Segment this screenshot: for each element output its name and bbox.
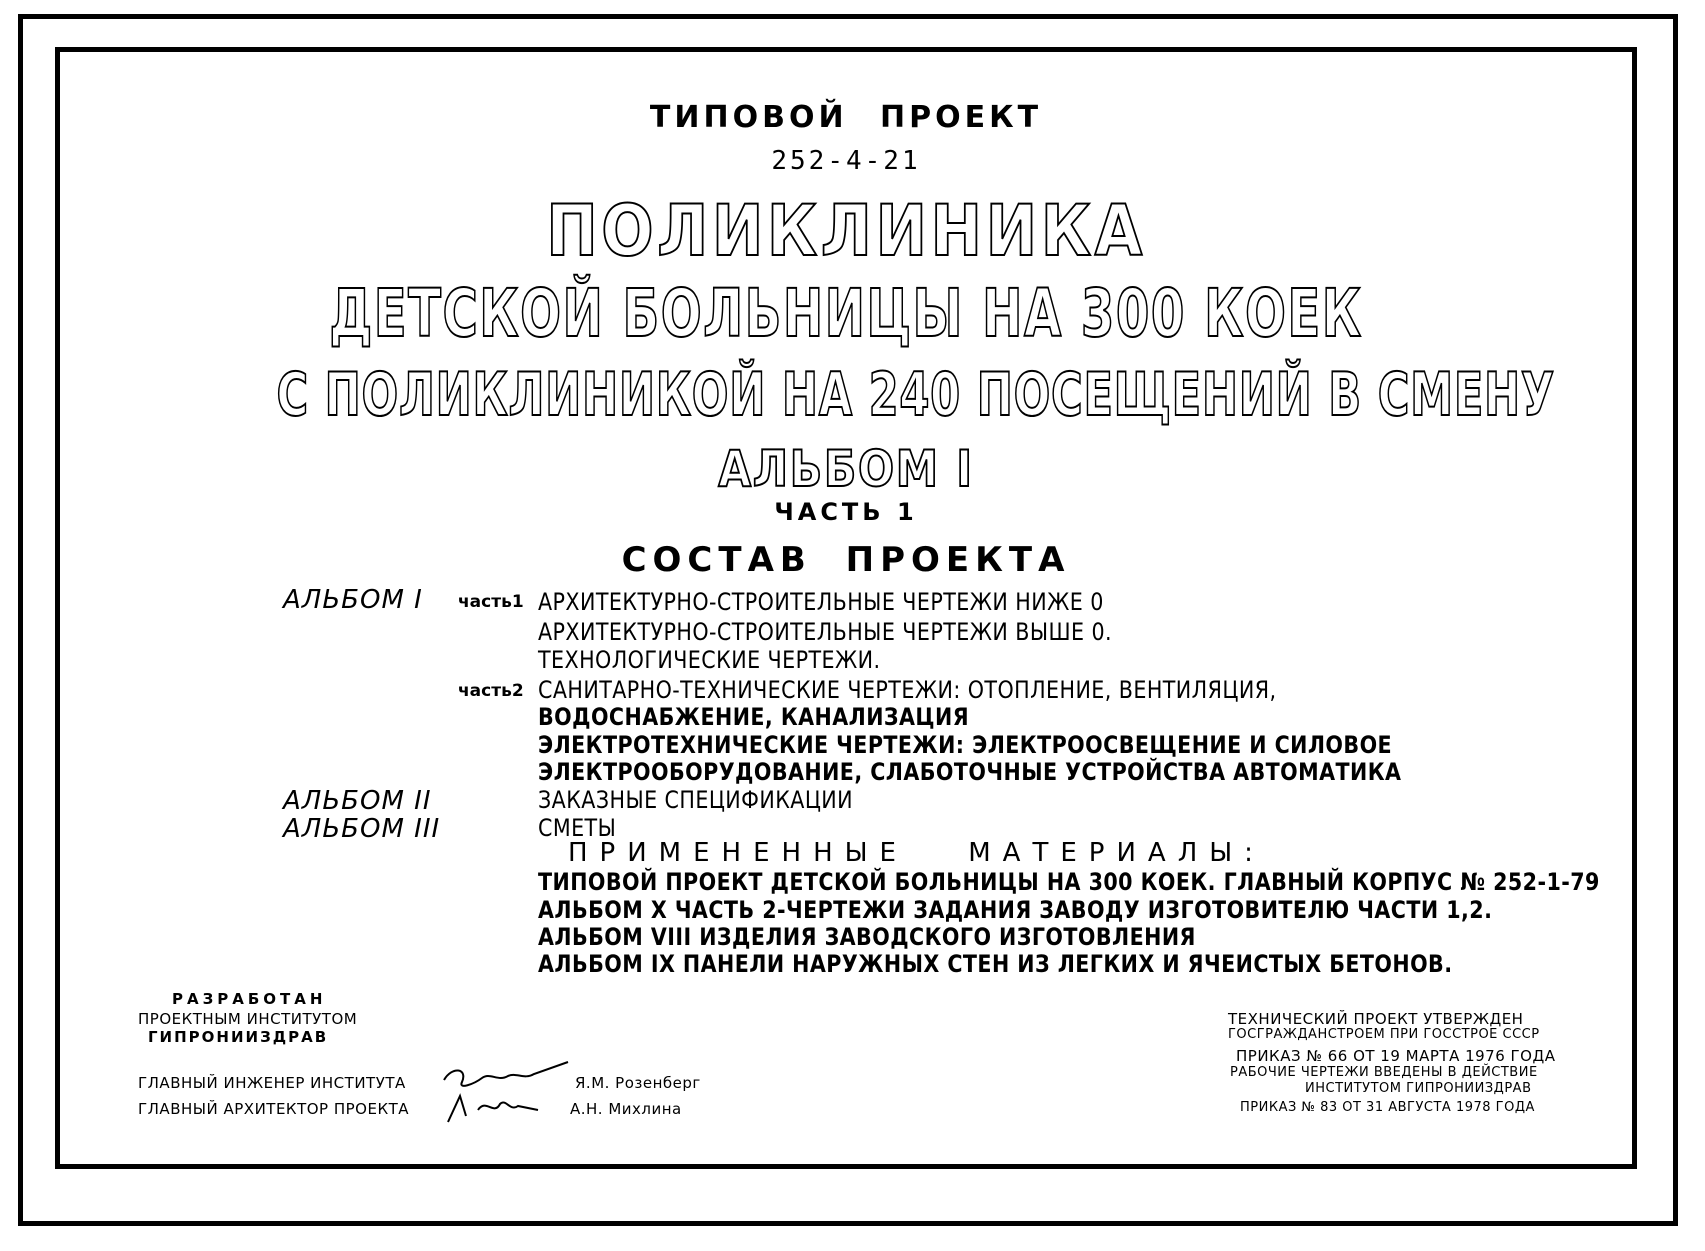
- part-title: ЧАСТЬ 1: [774, 498, 918, 526]
- chief-architect-name: А.Н. Михлина: [570, 1100, 682, 1118]
- album3-label: АЛЬБОМ III: [283, 814, 441, 844]
- album2-text: ЗАКАЗНЫЕ СПЕЦИФИКАЦИИ: [538, 786, 854, 814]
- developer-institute-name: ГИПРОНИИЗДРАВ: [148, 1028, 329, 1046]
- composition-line: ЭЛЕКТРООБОРУДОВАНИЕ, СЛАБОТОЧНЫЕ УСТРОЙСТВА АВТОМАТИКА: [538, 758, 1402, 786]
- project-number: 252-4-21: [771, 146, 921, 176]
- chief-engineer-name: Я.М. Розенберг: [575, 1074, 701, 1092]
- chief-architect-role: ГЛАВНЫЙ АРХИТЕКТОР ПРОЕКТА: [138, 1100, 410, 1118]
- composition-line: АРХИТЕКТУРНО-СТРОИТЕЛЬНЫЕ ЧЕРТЕЖИ НИЖЕ 0: [538, 588, 1104, 616]
- approval-line: ИНСТИТУТОМ ГИПРОНИИЗДРАВ: [1305, 1081, 1532, 1096]
- album2-label: АЛЬБОМ II: [283, 786, 432, 816]
- materials-heading: ПРИМЕНЕННЫЕ МАТЕРИАЛЫ:: [568, 838, 1265, 868]
- album-title: АЛЬБОМ I: [718, 440, 974, 498]
- signature-drawing: [438, 1058, 578, 1128]
- album1-label: АЛЬБОМ I: [283, 585, 423, 615]
- approval-line: ПРИКАЗ № 66 ОТ 19 МАРТА 1976 ГОДА: [1236, 1047, 1556, 1065]
- part2-label: часть2: [458, 681, 524, 701]
- composition-line: ВОДОСНАБЖЕНИЕ, КАНАЛИЗАЦИЯ: [538, 703, 970, 731]
- approval-line: ГОСГРАЖДАНСТРОЕМ ПРИ ГОССТРОЕ СССР: [1228, 1027, 1540, 1042]
- composition-heading: СОСТАВ ПРОЕКТА: [621, 540, 1071, 580]
- materials-line: АЛЬБОМ IX ПАНЕЛИ НАРУЖНЫХ СТЕН ИЗ ЛЕГКИХ И ЯЧЕИСТЫХ БЕТОНОВ.: [538, 950, 1453, 978]
- approval-line: ПРИКАЗ № 83 ОТ 31 АВГУСТА 1978 ГОДА: [1240, 1100, 1535, 1115]
- title-hospital: ДЕТСКОЙ БОЛЬНИЦЫ НА 300 КОЕК: [329, 275, 1363, 352]
- developer-heading: РАЗРАБОТАН: [172, 990, 327, 1008]
- developer-institute-label: ПРОЕКТНЫМ ИНСТИТУТОМ: [138, 1010, 358, 1028]
- album3-text: СМЕТЫ: [538, 814, 617, 842]
- project-type: ТИПОВОЙ ПРОЕКТ: [649, 100, 1043, 135]
- approval-line: РАБОЧИЕ ЧЕРТЕЖИ ВВЕДЕНЫ В ДЕЙСТВИЕ: [1230, 1065, 1538, 1080]
- chief-engineer-role: ГЛАВНЫЙ ИНЖЕНЕР ИНСТИТУТА: [138, 1074, 406, 1092]
- materials-line: АЛЬБОМ X ЧАСТЬ 2-ЧЕРТЕЖИ ЗАДАНИЯ ЗАВОДУ ИЗГОТОВИТЕЛЮ ЧАСТИ 1,2.: [538, 896, 1493, 924]
- title-polyclinic: ПОЛИКЛИНИКА: [546, 190, 1146, 272]
- approval-line: ТЕХНИЧЕСКИЙ ПРОЕКТ УТВЕРЖДЕН: [1228, 1010, 1524, 1028]
- composition-line: ЭЛЕКТРОТЕХНИЧЕСКИЕ ЧЕРТЕЖИ: ЭЛЕКТРООСВЕЩЕНИЕ И СИЛОВОЕ: [538, 731, 1393, 759]
- title-visits: С ПОЛИКЛИНИКОЙ НА 240 ПОСЕЩЕНИЙ В СМЕНУ: [276, 360, 1555, 430]
- composition-line: АРХИТЕКТУРНО-СТРОИТЕЛЬНЫЕ ЧЕРТЕЖИ ВЫШЕ 0.: [538, 618, 1112, 646]
- part1-label: часть1: [458, 592, 524, 612]
- composition-line: САНИТАРНО-ТЕХНИЧЕСКИЕ ЧЕРТЕЖИ: ОТОПЛЕНИЕ, ВЕНТИЛЯЦИЯ,: [538, 676, 1277, 704]
- materials-line: ТИПОВОЙ ПРОЕКТ ДЕТСКОЙ БОЛЬНИЦЫ НА 300 КОЕК. ГЛАВНЫЙ КОРПУС № 252-1-79: [538, 868, 1600, 896]
- composition-line: ТЕХНОЛОГИЧЕСКИЕ ЧЕРТЕЖИ.: [538, 646, 881, 674]
- materials-line: АЛЬБОМ VIII ИЗДЕЛИЯ ЗАВОДСКОГО ИЗГОТОВЛЕНИЯ: [538, 923, 1196, 951]
